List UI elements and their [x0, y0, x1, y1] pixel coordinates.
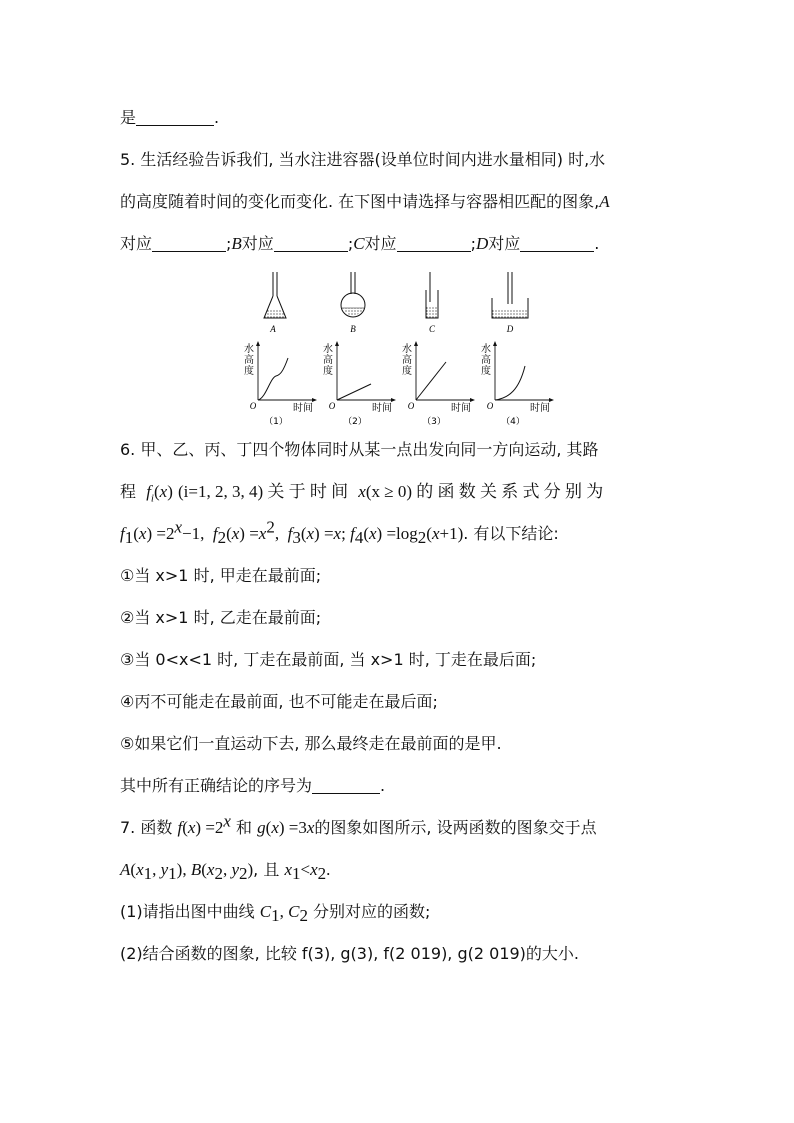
x-axis-arrow-icon: [549, 398, 554, 402]
q5-line-2: 的高度随着时间的变化而变化. 在下图中请选择与容器相匹配的图象,A: [120, 192, 610, 211]
y-axis-label: 水: [402, 344, 412, 355]
q6-line-3: $f_1(x) =2^x-1$, $f_2(x) =x^2$, $f_3(x) =x$; $f_4(x) =\log_2(x+1)$. 有以下结论:: [120, 517, 559, 548]
y-axis-label: 高: [481, 355, 491, 366]
answer-blank[interactable]: [312, 777, 380, 794]
x-axis-arrow-icon: [312, 398, 317, 402]
container-d-tray: [492, 272, 528, 334]
graph-caption: （1）: [264, 417, 288, 427]
y-axis-label: 度: [244, 366, 254, 377]
q5-line-1: 5. 生活经验告诉我们, 当水注进容器(设单位时间内进水量相同) 时,水: [120, 150, 606, 169]
origin-label: O: [486, 401, 494, 411]
water-height-curve: [258, 358, 288, 400]
answer-blank-c[interactable]: [397, 235, 471, 252]
container-label-d: D: [506, 324, 514, 334]
y-axis-label: 水: [481, 344, 491, 355]
q6-conclusion-3: ③当 0<x<1 时, 丁走在最前面, 当 x>1 时, 丁走在最后面;: [120, 650, 537, 669]
q7-line-1: 7. 函数 $f(x) =2^x$ 和 g(x) =3x的图象如图所示, 设两函数的图象交于点: [120, 811, 597, 837]
answer-blank-a[interactable]: [152, 235, 226, 252]
graph-caption: （3）: [422, 417, 446, 427]
graph-caption: （2）: [343, 417, 367, 427]
q5-line-3: 对应 ;B对应 ;C对应 ;D对应 .: [120, 234, 600, 253]
x-axis-label: 时间: [293, 403, 313, 414]
q7-part-1: (1)请指出图中曲线 $C_1$, $C_2$ 分别对应的函数;: [120, 902, 431, 926]
container-b-sphere: [341, 272, 365, 334]
q6-line-2: 程 $f_i(x)$ (i=1, 2, 3, 4) 关 于 时 间 x(x ≥ 0) 的 函 数 关 系 式 分 别 为: [120, 482, 604, 505]
origin-label: O: [328, 401, 336, 411]
y-axis-label: 度: [481, 366, 491, 377]
y-axis-label: 高: [323, 355, 333, 366]
origin-label: O: [249, 401, 257, 411]
y-axis-label: 度: [402, 366, 412, 377]
q6-answer-line: 其中所有正确结论的序号为 .: [120, 776, 386, 795]
q6-conclusion-4: ④丙不可能走在最前面, 也不可能走在最后面;: [120, 692, 438, 711]
water-height-curve: [495, 366, 525, 400]
y-axis-arrow-icon: [414, 341, 418, 346]
container-c-tube: [426, 272, 438, 334]
q6-conclusion-5: ⑤如果它们一直运动下去, 那么最终走在最前面的是甲.: [120, 734, 502, 753]
y-axis-arrow-icon: [256, 341, 260, 346]
graph-caption: （4）: [501, 417, 525, 427]
x-axis-arrow-icon: [391, 398, 396, 402]
container-label-a: A: [270, 324, 276, 334]
origin-label: O: [407, 401, 415, 411]
q6-line-1: 6. 甲、乙、丙、丁四个物体同时从某一点出发向同一方向运动, 其路: [120, 440, 599, 459]
y-axis-label: 度: [323, 366, 333, 377]
x-axis-arrow-icon: [470, 398, 475, 402]
containers-and-graphs-figure: [240, 268, 560, 428]
water-height-curve: [416, 362, 446, 400]
container-label-c: C: [428, 324, 436, 334]
container-label-b: B: [350, 324, 356, 334]
y-axis-arrow-icon: [493, 341, 497, 346]
q6-conclusion-2: ②当 x>1 时, 乙走在最前面;: [120, 608, 322, 627]
q4-answer-line: 是 .: [120, 108, 220, 127]
answer-blank-d[interactable]: [520, 235, 594, 252]
x-axis-label: 时间: [372, 403, 392, 414]
water-height-graphs: [244, 341, 554, 427]
x-axis-label: 时间: [530, 403, 550, 414]
y-axis-label: 高: [402, 355, 412, 366]
y-axis-label: 水: [244, 344, 254, 355]
container-a-flask: [264, 272, 286, 334]
y-axis-label: 水: [323, 344, 333, 355]
y-axis-arrow-icon: [335, 341, 339, 346]
answer-blank-b[interactable]: [274, 235, 348, 252]
q6-conclusion-1: ①当 x>1 时, 甲走在最前面;: [120, 566, 322, 585]
answer-blank[interactable]: [136, 109, 214, 126]
water-height-curve: [337, 384, 371, 400]
q7-line-2: $A(x_1$, $y_1$), $B(x_2$, $y_2$), 且 $x_1<x_2$.: [120, 860, 331, 884]
y-axis-label: 高: [244, 355, 254, 366]
x-axis-label: 时间: [451, 403, 471, 414]
q7-part-2: (2)结合函数的图象, 比较 f(3), g(3), f(2 019), g(2 019)的大小.: [120, 944, 580, 963]
